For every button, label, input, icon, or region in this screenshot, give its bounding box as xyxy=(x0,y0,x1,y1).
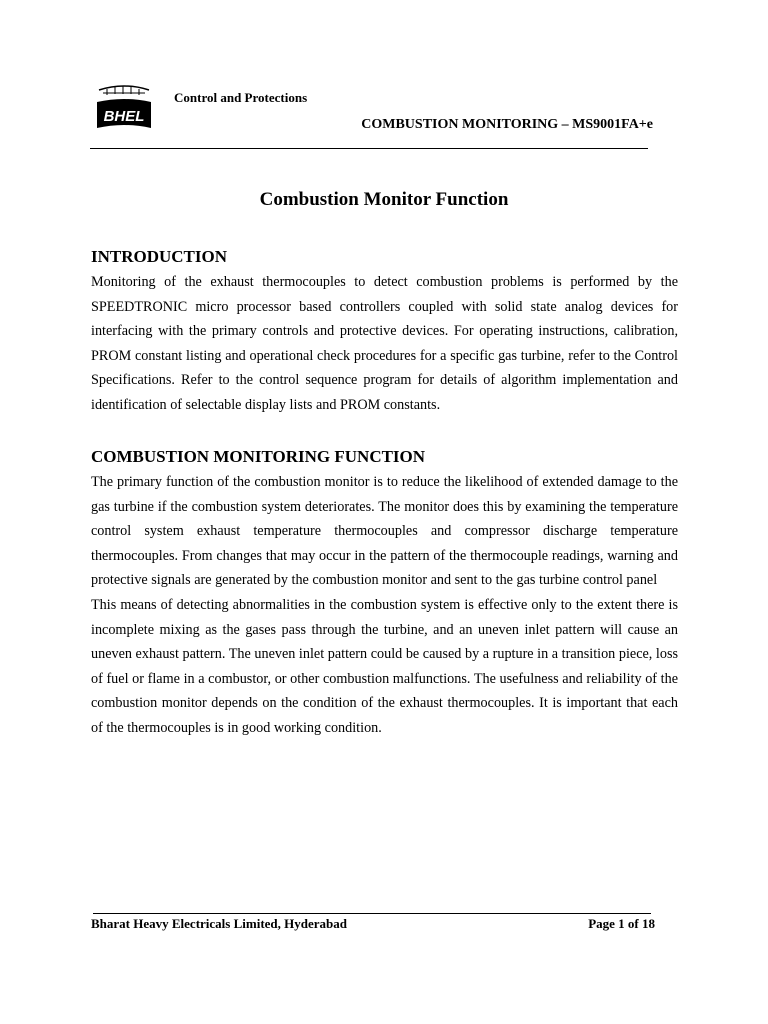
document-title: COMBUSTION MONITORING – MS9001FA+e xyxy=(361,117,653,132)
section-introduction xyxy=(91,246,678,418)
bhel-logo-text: BHEL xyxy=(103,108,145,125)
header-divider xyxy=(90,148,648,149)
footer-divider xyxy=(93,913,651,914)
footer-company: Bharat Heavy Electricals Limited, Hyderabad xyxy=(91,916,348,931)
paragraph: The primary function of the combustion monitor is to reduce the likelihood of extended damage to the gas turbine if the combustion system deteriorates. The monitor does this by examining the temperature control system exhaust temperature thermocouples and compressor discharge temperature thermocouples. From changes that may occur in the pattern of the thermocouple readings, warning and protective signals are generated by the combustion monitor and sent to the gas turbine control panel xyxy=(91,474,678,589)
section-combustion-monitoring xyxy=(91,446,678,741)
section-heading: INTRODUCTION xyxy=(91,247,228,266)
page-number: Page 1 of 18 xyxy=(588,916,655,931)
department-label: Control and Protections xyxy=(174,90,308,105)
paragraph: This means of detecting abnormalities in the combustion system is effective only to the extent there is incomplete mixing as the gases pass through the turbine, and an uneven inlet pattern will cause an uneven exhaust pattern. The uneven inlet pattern could be caused by a rupture in a transition piece, loss of fuel or flame in a combustor, or other combustion malfunctions. The usefulness and reliability of the combustion monitor depends on the condition of the exhaust thermocouples. It is important that each of the thermocouples is in good working condition. xyxy=(91,596,678,736)
page-title: Combustion Monitor Function xyxy=(259,189,509,210)
paragraph: Monitoring of the exhaust thermocouples to detect combustion problems is performed by the SPEEDTRONIC micro processor based controllers coupled with solid state analog devices for interfacing with the primary controls and protective devices. For operating instructions, calibration, PROM constant listing and operational check procedures for a specific gas turbine, refer to the Control Specifications. Refer to the control sequence program for details of algorithm implementation and identification of selectable display lists and PROM constants. xyxy=(91,274,678,413)
bhel-logo xyxy=(93,84,155,132)
section-heading: COMBUSTION MONITORING FUNCTION xyxy=(91,447,426,466)
